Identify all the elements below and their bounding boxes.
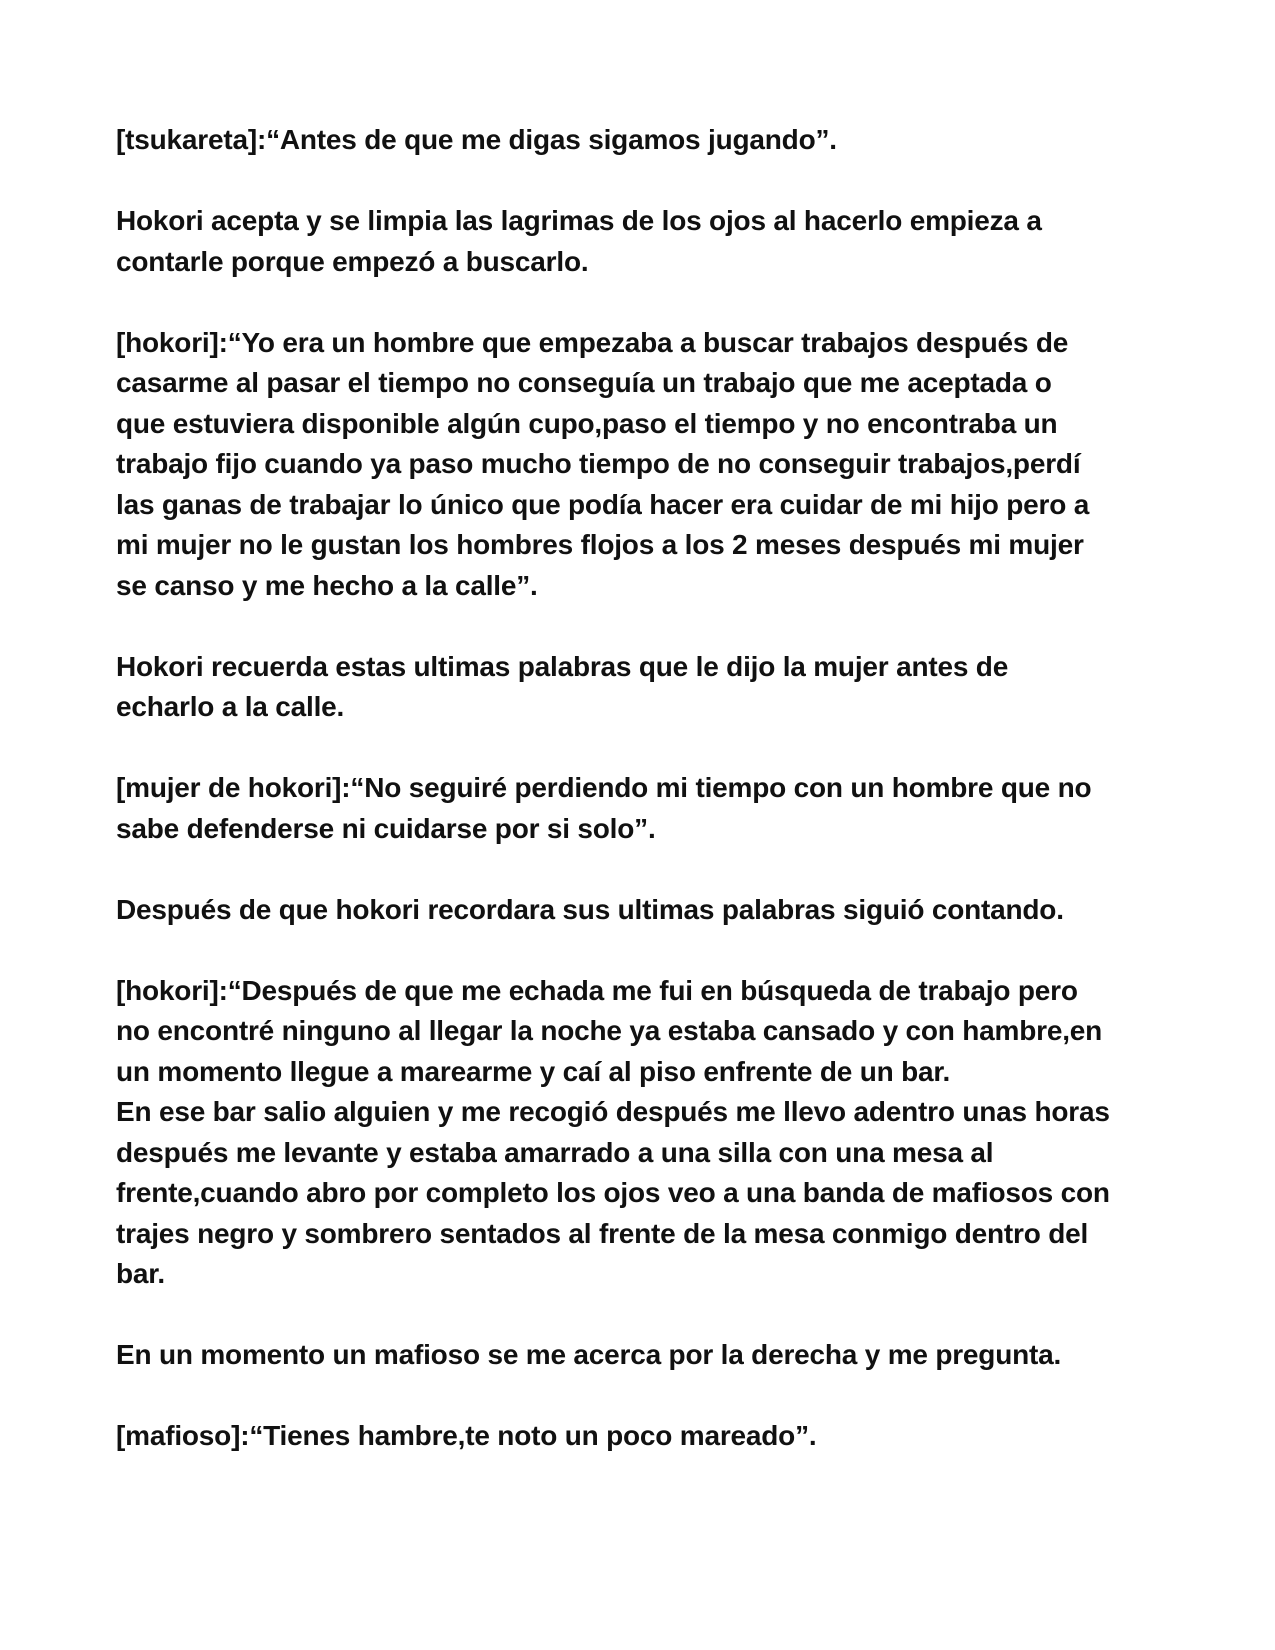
text-line: [tsukareta]:“Antes de que me digas sigamos jugando”. — [116, 124, 837, 155]
text-line: que estuviera disponible algún cupo,paso el tiempo y no encontraba un — [116, 407, 1058, 439]
text-line: En un momento un mafioso se me acerca por la derecha y me pregunta. — [116, 1339, 1062, 1370]
text-line: contarle porque empezó a buscarlo. — [116, 245, 589, 277]
text-line: [hokori]:“Yo era un hombre que empezaba a buscar trabajos después de — [116, 326, 1069, 358]
paragraph — [116, 768, 1166, 849]
paragraph — [116, 1335, 1166, 1376]
text-line: las ganas de trabajar lo único que podía hacer era cuidar de mi hijo pero a — [116, 488, 1090, 520]
paragraph — [116, 201, 1166, 282]
text-line: [mafioso]:“Tienes hambre,te noto un poco mareado”. — [116, 1420, 817, 1451]
text-line: [mujer de hokori]:“No seguiré perdiendo mi tiempo con un hombre que no — [116, 772, 1092, 803]
paragraph — [116, 971, 1166, 1295]
text-line: Hokori recuerda estas ultimas palabras que le dijo la mujer antes de — [116, 650, 1009, 682]
text-line: bar. — [116, 1258, 166, 1289]
text-line: mi mujer no le gustan los hombres flojos a los 2 meses después mi mujer — [116, 529, 1084, 560]
text-line: Hokori acepta y se limpia las lagrimas de los ojos al hacerlo empieza a — [116, 205, 1042, 236]
text-line: [hokori]:“Después de que me echada me fui en búsqueda de trabajo pero — [116, 974, 1078, 1006]
document-body — [116, 120, 1166, 1497]
text-line: un momento llegue a marearme y caí al piso enfrente de un bar. — [116, 1055, 951, 1087]
paragraph — [116, 890, 1166, 931]
text-line: Después de que hokori recordara sus ultimas palabras siguió contando. — [116, 893, 1064, 925]
paragraph — [116, 647, 1166, 728]
text-line: trajes negro y sombrero sentados al frente de la mesa conmigo dentro del — [116, 1217, 1089, 1249]
text-line: sabe defenderse ni cuidarse por si solo”. — [116, 812, 656, 844]
paragraph — [116, 323, 1166, 607]
text-line: En ese bar salio alguien y me recogió después me llevo adentro unas horas — [116, 1096, 1110, 1127]
text-line: frente,cuando abro por completo los ojos veo a una banda de mafiosos con — [116, 1177, 1110, 1208]
text-line: se canso y me hecho a la calle”. — [116, 569, 538, 601]
text-line: casarme al pasar el tiempo no conseguía un trabajo que me aceptada o — [116, 367, 1052, 398]
text-line: trabajo fijo cuando ya paso mucho tiempo de no conseguir trabajos,perdí — [116, 448, 1081, 479]
text-line: después me levante y estaba amarrado a una silla con una mesa al — [116, 1136, 994, 1168]
text-line: no encontré ninguno al llegar la noche ya estaba cansado y con hambre,en — [116, 1015, 1103, 1046]
paragraph — [116, 120, 1166, 161]
text-line: echarlo a la calle. — [116, 691, 345, 722]
paragraph — [116, 1416, 1166, 1457]
